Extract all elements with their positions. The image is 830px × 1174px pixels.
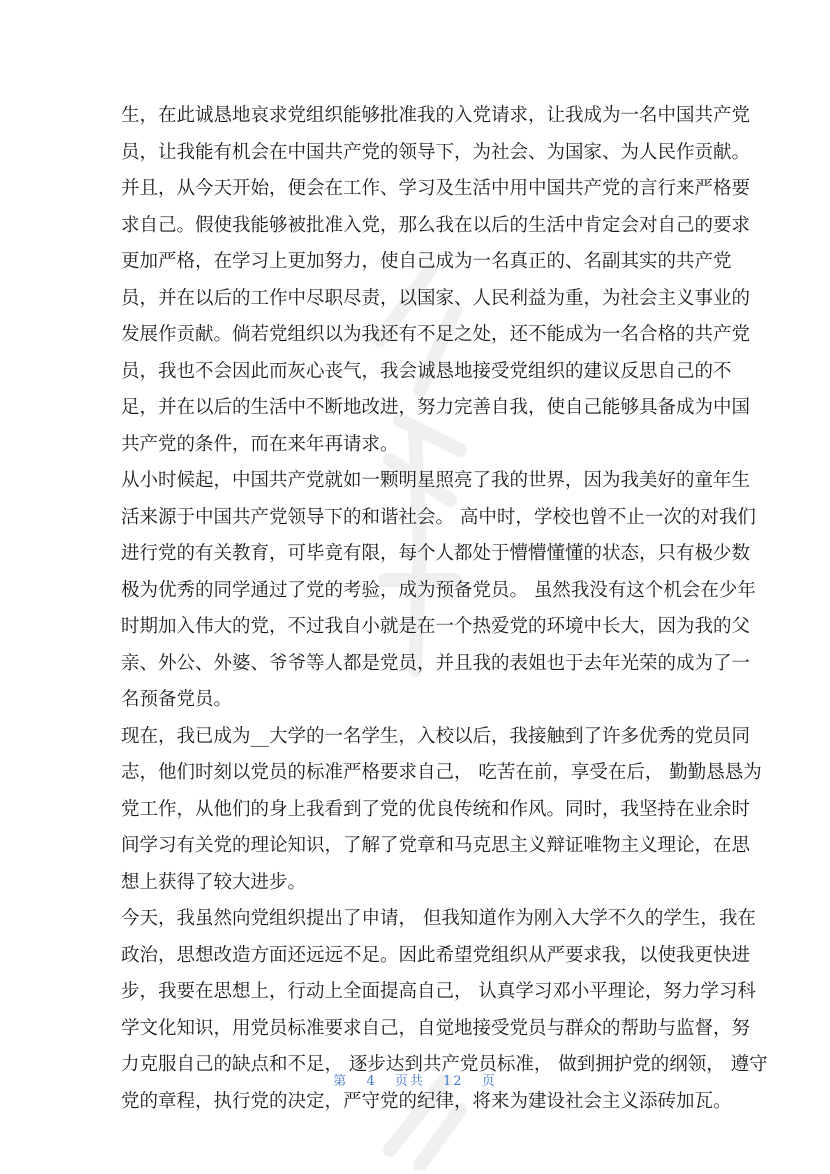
text-line: 更加严格，在学习上更加努力，使自己成为一名真正的、名副其实的共产党 (121, 251, 732, 272)
text-line: 学文化知识，用党员标准要求自己，自觉地接受党员与群众的帮助与监督，努 (121, 1017, 751, 1039)
footer-page-of: 页共 (394, 1074, 425, 1089)
text-line: 员，我也不会因此而灰心丧气，我会诚恳地接受党组织的建议反思自己的不 (121, 360, 732, 382)
page-footer (0, 1070, 830, 1089)
text-line: 生，在此诚恳地哀求党组织能够批准我的入党请求，让我成为一名中国共产党 (121, 105, 751, 126)
footer-total-pages: 12 (443, 1074, 464, 1089)
text-line: 想上获得了较大进步。 (121, 871, 307, 893)
document-body (121, 98, 768, 1120)
paragraph (121, 98, 751, 463)
text-line: 求自己。假使我能够被批准入党，那么我在以后的生活中肯定会对自己的要求 (121, 214, 751, 236)
text-line: 并且，从今天开始，便会在工作、学习及生活中用中国共产党的言行来严格要 (121, 178, 751, 199)
text-line: 亲、外公、外婆、爷爷等人都是党员，并且我的表姐也于去年光荣的成为了一 (121, 652, 751, 674)
text-line: 发展作贡献。倘若党组织以为我还有不足之处，还不能成为一名合格的共产党 (121, 324, 751, 345)
text-line: 从小时候起，中国共产党就如一颗明星照亮了我的世界，因为我美好的童年生 (121, 470, 751, 491)
text-line: 今天，我虽然向党组织提出了申请， 但我知道作为刚入大学不久的学生，我在 (121, 908, 756, 929)
text-line: 党工作，从他们的身上我看到了党的优良传统和作风。同时，我坚持在业余时 (121, 798, 751, 820)
text-line: 极为优秀的同学通过了党的考验，成为预备党员。 虽然我没有这个机会在少年 (121, 579, 756, 601)
footer-page-label: 第 (333, 1074, 349, 1089)
text-line: 足，并在以后的生活中不断地改进，努力完善自我，使自己能够具备成为中国 (121, 397, 751, 418)
text-line: 政治，思想改造方面还远远不足。因此希望党组织从严要求我，以使我更快进 (121, 944, 751, 966)
text-line: 共产党的条件，而在来年再请求。 (121, 433, 399, 455)
text-line: 时期加入伟大的党，不过我自小就是在一个热爱党的环境中长大，因为我的父 (121, 616, 751, 637)
text-line: 进行党的有关教育，可毕竟有限，每个人都处于懵懵懂懂的状态，只有极少数 (121, 543, 751, 564)
text-line: 员，并在以后的工作中尽职尽责，以国家、人民利益为重，为社会主义事业的 (121, 287, 751, 309)
footer-page-number: 4 (366, 1074, 377, 1089)
text-line: 力克服自己的缺点和不足， 逐步达到共产党员标准， 做到拥护党的纲领， 遵守 (121, 1054, 768, 1075)
text-line: 党的章程，执行党的决定，严守党的纪律，将来为建设社会主义添砖加瓦。 (121, 1090, 732, 1112)
paragraph (121, 719, 762, 902)
text-line: 员，让我能有机会在中国共产党的领导下，为社会、为国家、为人民作贡献。 (121, 141, 751, 163)
text-line: 志，他们时刻以党员的标准严格要求自己， 吃苦在前，享受在后， 勤勤恳恳为 (121, 762, 762, 783)
paragraph (121, 463, 756, 719)
text-line: 现在，我已成为__大学的一名学生，入校以后，我接触到了许多优秀的党员同 (121, 725, 751, 747)
text-line: 间学习有关党的理论知识，了解了党章和马克思主义辩证唯物主义理论，在思 (121, 835, 751, 856)
text-line: 步，我要在思想上，行动上全面提高自己， 认真学习邓小平理论，努力学习科 (121, 981, 756, 1002)
text-line: 名预备党员。 (121, 689, 233, 710)
footer-page-suffix: 页 (481, 1074, 497, 1089)
text-line: 活来源于中国共产党领导下的和谐社会。 高中时，学校也曾不止一次的对我们 (121, 506, 756, 528)
